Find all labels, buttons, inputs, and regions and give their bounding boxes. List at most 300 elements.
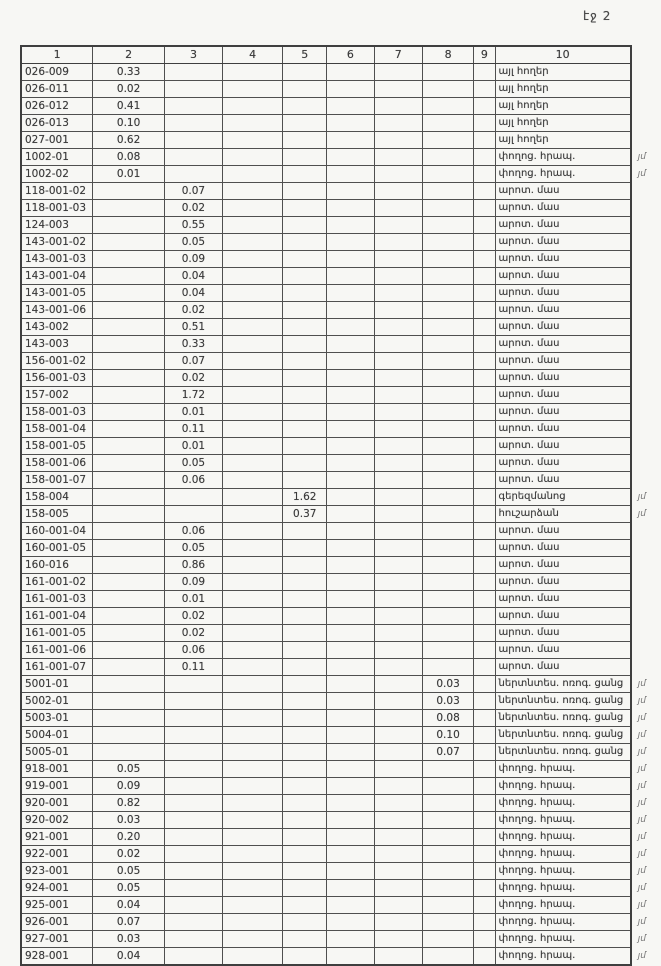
cell-col-9: [474, 438, 495, 455]
cell-col-8: [422, 64, 473, 81]
margin-empty: [631, 132, 660, 149]
cell-col-8: [422, 234, 473, 251]
cell-col-3: [165, 506, 223, 523]
cell-col-6: [327, 591, 374, 608]
cell-col-10: ներտնտես. ոռոգ. ցանց: [495, 710, 631, 727]
cell-col-9: [474, 217, 495, 234]
cell-col-6: [327, 948, 374, 966]
cell-col-3: [165, 132, 223, 149]
cell-col-10: այլ հողեր: [495, 64, 631, 81]
cell-col-10: փողոց. հրապ.: [495, 863, 631, 880]
cell-col-3: [165, 948, 223, 966]
cell-col-2: [93, 676, 165, 693]
cell-col-8: [422, 132, 473, 149]
table-row: [21, 132, 660, 149]
cell-col-10: փողոց. հրապ.: [495, 795, 631, 812]
cell-col-1: 156-001-02: [21, 353, 93, 370]
handwritten-margin-mark: յմ: [637, 934, 646, 944]
cell-col-1: 161-001-06: [21, 642, 93, 659]
cell-col-6: [327, 387, 374, 404]
cell-col-6: [327, 132, 374, 149]
cell-col-7: [374, 931, 422, 948]
cell-col-7: [374, 557, 422, 574]
cell-col-4: [222, 931, 282, 948]
cell-col-2: [93, 625, 165, 642]
cell-col-5: 0.37: [283, 506, 327, 523]
cell-col-4: [222, 438, 282, 455]
cell-col-8: [422, 523, 473, 540]
table-row: [21, 251, 660, 268]
cell-col-5: [283, 472, 327, 489]
cell-col-5: [283, 353, 327, 370]
cell-col-3: [165, 166, 223, 183]
cell-col-8: [422, 472, 473, 489]
cell-col-5: [283, 914, 327, 931]
cell-col-2: [93, 523, 165, 540]
cell-col-3: 0.02: [165, 608, 223, 625]
cell-col-1: 5004-01: [21, 727, 93, 744]
column-header-10: 10: [495, 46, 631, 64]
margin-empty: [631, 421, 660, 438]
cell-col-7: [374, 676, 422, 693]
cell-col-9: [474, 370, 495, 387]
cell-col-9: [474, 183, 495, 200]
cell-col-4: [222, 676, 282, 693]
cell-col-5: [283, 421, 327, 438]
cell-col-8: 0.08: [422, 710, 473, 727]
cell-col-1: 927-001: [21, 931, 93, 948]
cell-col-10: արոտ. մաս: [495, 234, 631, 251]
cell-col-4: [222, 319, 282, 336]
cell-col-9: [474, 251, 495, 268]
table-row: [21, 693, 660, 710]
cell-col-10: ներտնտես. ոռոգ. ցանց: [495, 744, 631, 761]
cell-col-7: [374, 540, 422, 557]
table-row: [21, 795, 660, 812]
margin-empty: [631, 234, 660, 251]
cell-col-3: [165, 761, 223, 778]
cell-col-4: [222, 387, 282, 404]
cell-col-2: [93, 319, 165, 336]
cell-col-2: 0.07: [93, 914, 165, 931]
cell-col-9: [474, 81, 495, 98]
page-number-label: էջ 2: [583, 9, 612, 23]
cell-col-8: [422, 506, 473, 523]
cell-col-8: [422, 897, 473, 914]
cell-col-9: [474, 880, 495, 897]
cell-col-8: [422, 438, 473, 455]
cell-col-7: [374, 438, 422, 455]
margin-empty: [631, 353, 660, 370]
column-header-5: 5: [283, 46, 327, 64]
cell-col-10: արոտ. մաս: [495, 302, 631, 319]
table-row: [21, 948, 660, 966]
cell-col-8: [422, 404, 473, 421]
cell-col-5: [283, 625, 327, 642]
table-row: [21, 455, 660, 472]
cell-col-2: 0.10: [93, 115, 165, 132]
margin-empty: [631, 625, 660, 642]
cell-col-5: [283, 115, 327, 132]
cell-col-10: արոտ. մաս: [495, 387, 631, 404]
cell-col-10: փողոց. հրապ.: [495, 812, 631, 829]
cell-col-10: հուշարձան: [495, 506, 631, 523]
table-row: [21, 931, 660, 948]
margin-empty: [631, 200, 660, 217]
cell-col-10: ներտնտես. ոռոգ. ցանց: [495, 693, 631, 710]
cell-col-4: [222, 285, 282, 302]
cell-col-1: 157-002: [21, 387, 93, 404]
cell-col-4: [222, 251, 282, 268]
cell-col-10: արոտ. մաս: [495, 591, 631, 608]
cell-col-6: [327, 914, 374, 931]
table-row: [21, 370, 660, 387]
cell-col-4: [222, 540, 282, 557]
cell-col-9: [474, 727, 495, 744]
table-row: [21, 336, 660, 353]
cell-col-9: [474, 336, 495, 353]
cell-col-2: [93, 608, 165, 625]
table-row: [21, 659, 660, 676]
cell-col-2: [93, 693, 165, 710]
cell-col-5: [283, 64, 327, 81]
cell-col-9: [474, 914, 495, 931]
cell-col-8: [422, 319, 473, 336]
cell-col-5: [283, 897, 327, 914]
cell-col-7: [374, 778, 422, 795]
margin-empty: [631, 370, 660, 387]
cell-col-1: 5001-01: [21, 676, 93, 693]
cell-col-5: [283, 404, 327, 421]
margin-empty: [631, 183, 660, 200]
cell-col-3: 0.11: [165, 421, 223, 438]
cell-col-7: [374, 200, 422, 217]
cell-col-2: [93, 710, 165, 727]
cell-col-4: [222, 404, 282, 421]
cell-col-10: ներտնտես. ոռոգ. ցանց: [495, 676, 631, 693]
cell-col-8: [422, 795, 473, 812]
cell-col-3: 0.06: [165, 642, 223, 659]
cell-col-2: 0.09: [93, 778, 165, 795]
cell-col-2: [93, 200, 165, 217]
cell-col-2: 0.03: [93, 931, 165, 948]
cell-col-9: [474, 931, 495, 948]
cell-col-5: [283, 710, 327, 727]
cell-col-6: [327, 183, 374, 200]
cell-col-4: [222, 149, 282, 166]
cell-col-1: 124-003: [21, 217, 93, 234]
cell-col-10: փողոց. հրապ.: [495, 948, 631, 966]
cell-col-8: [422, 608, 473, 625]
cell-col-6: [327, 200, 374, 217]
cell-col-9: [474, 812, 495, 829]
cell-col-8: [422, 268, 473, 285]
cell-col-6: [327, 693, 374, 710]
cell-col-1: 161-001-07: [21, 659, 93, 676]
cell-col-10: արոտ. մաս: [495, 336, 631, 353]
cell-col-8: [422, 642, 473, 659]
cell-col-6: [327, 642, 374, 659]
cell-col-10: արոտ. մաս: [495, 251, 631, 268]
table-header: [21, 46, 660, 64]
cell-col-4: [222, 200, 282, 217]
table-row: [21, 880, 660, 897]
table-row: [21, 404, 660, 421]
cell-col-9: [474, 710, 495, 727]
cell-col-1: 143-001-03: [21, 251, 93, 268]
cell-col-8: [422, 336, 473, 353]
cell-col-9: [474, 472, 495, 489]
cell-col-6: [327, 744, 374, 761]
cell-col-7: [374, 880, 422, 897]
cell-col-4: [222, 795, 282, 812]
cell-col-1: 925-001: [21, 897, 93, 914]
cell-col-7: [374, 81, 422, 98]
cell-col-5: [283, 574, 327, 591]
cell-col-6: [327, 302, 374, 319]
margin-empty: [631, 608, 660, 625]
cell-col-5: [283, 319, 327, 336]
cell-col-3: [165, 880, 223, 897]
cell-col-3: 0.05: [165, 540, 223, 557]
cell-col-3: [165, 693, 223, 710]
column-header-3: 3: [165, 46, 223, 64]
cell-col-1: 161-001-03: [21, 591, 93, 608]
cell-col-5: [283, 336, 327, 353]
cell-col-5: [283, 778, 327, 795]
cell-col-1: 923-001: [21, 863, 93, 880]
handwritten-margin-mark: յմ: [637, 169, 646, 179]
margin-empty: [631, 115, 660, 132]
cell-col-1: 161-001-04: [21, 608, 93, 625]
cell-col-2: [93, 659, 165, 676]
cell-col-4: [222, 268, 282, 285]
cell-col-2: [93, 744, 165, 761]
cell-col-5: [283, 795, 327, 812]
cell-col-2: [93, 455, 165, 472]
cell-col-4: [222, 234, 282, 251]
cell-col-10: ներտնտես. ոռոգ. ցանց: [495, 727, 631, 744]
cell-col-3: [165, 489, 223, 506]
cell-col-4: [222, 761, 282, 778]
cell-col-4: [222, 523, 282, 540]
cell-col-4: [222, 829, 282, 846]
cell-col-10: այլ հողեր: [495, 132, 631, 149]
cell-col-1: 026-011: [21, 81, 93, 98]
cell-col-1: 160-016: [21, 557, 93, 574]
cell-col-9: [474, 778, 495, 795]
cell-col-5: [283, 438, 327, 455]
cell-col-7: [374, 744, 422, 761]
cell-col-2: 0.62: [93, 132, 165, 149]
cell-col-7: [374, 846, 422, 863]
handwritten-margin-mark: յմ: [637, 900, 646, 910]
cell-col-1: 5005-01: [21, 744, 93, 761]
handwritten-margin-mark: յմ: [637, 730, 646, 740]
cell-col-6: [327, 489, 374, 506]
cell-col-1: 920-002: [21, 812, 93, 829]
table-row: [21, 642, 660, 659]
cell-col-6: [327, 523, 374, 540]
cell-col-2: [93, 727, 165, 744]
margin-empty: [631, 387, 660, 404]
cell-col-10: արոտ. մաս: [495, 472, 631, 489]
cell-col-3: [165, 914, 223, 931]
cell-col-10: արոտ. մաս: [495, 625, 631, 642]
cell-col-6: [327, 115, 374, 132]
cell-col-2: [93, 642, 165, 659]
cell-col-6: [327, 931, 374, 948]
margin-empty: [631, 319, 660, 336]
cell-col-2: [93, 540, 165, 557]
table-row: [21, 540, 660, 557]
cell-col-3: [165, 115, 223, 132]
cell-col-5: [283, 557, 327, 574]
cell-col-1: 921-001: [21, 829, 93, 846]
cell-col-9: [474, 149, 495, 166]
handwritten-margin-mark: յմ: [637, 866, 646, 876]
cell-col-7: [374, 727, 422, 744]
handwritten-margin-mark: յմ: [637, 764, 646, 774]
handwritten-margin-mark: յմ: [637, 696, 646, 706]
cell-col-7: [374, 574, 422, 591]
margin-empty: [631, 455, 660, 472]
cell-col-1: 143-002: [21, 319, 93, 336]
cell-col-3: [165, 744, 223, 761]
cell-col-6: [327, 370, 374, 387]
cell-col-5: 1.62: [283, 489, 327, 506]
cell-col-2: 0.03: [93, 812, 165, 829]
cell-col-5: [283, 217, 327, 234]
table-body: [21, 64, 660, 966]
cell-col-10: արոտ. մաս: [495, 557, 631, 574]
cell-col-5: [283, 200, 327, 217]
cell-col-6: [327, 353, 374, 370]
cell-col-10: փողոց. հրապ.: [495, 761, 631, 778]
cell-col-5: [283, 455, 327, 472]
handwritten-margin-mark: յմ: [637, 815, 646, 825]
cell-col-3: 0.06: [165, 472, 223, 489]
cell-col-7: [374, 659, 422, 676]
cell-col-7: [374, 863, 422, 880]
cell-col-8: [422, 863, 473, 880]
table-row: [21, 438, 660, 455]
cell-col-6: [327, 234, 374, 251]
cell-col-2: [93, 438, 165, 455]
cell-col-1: 920-001: [21, 795, 93, 812]
column-header-1: 1: [21, 46, 93, 64]
cell-col-10: այլ հողեր: [495, 98, 631, 115]
cell-col-4: [222, 914, 282, 931]
cell-col-2: [93, 251, 165, 268]
cell-col-7: [374, 268, 422, 285]
cell-col-1: 143-001-05: [21, 285, 93, 302]
cell-col-7: [374, 761, 422, 778]
cell-col-1: 143-003: [21, 336, 93, 353]
cell-col-8: [422, 948, 473, 966]
cell-col-7: [374, 149, 422, 166]
margin-empty: [631, 438, 660, 455]
cell-col-4: [222, 557, 282, 574]
cell-col-8: [422, 251, 473, 268]
table-row: [21, 217, 660, 234]
cell-col-2: [93, 506, 165, 523]
cell-col-4: [222, 625, 282, 642]
cell-col-5: [283, 727, 327, 744]
cell-col-8: [422, 659, 473, 676]
cell-col-4: [222, 166, 282, 183]
cell-col-5: [283, 523, 327, 540]
cell-col-8: 0.10: [422, 727, 473, 744]
cell-col-2: 0.05: [93, 880, 165, 897]
cell-col-3: [165, 931, 223, 948]
cell-col-6: [327, 795, 374, 812]
handwritten-margin-mark: յմ: [637, 849, 646, 859]
cell-col-10: արոտ. մաս: [495, 438, 631, 455]
cell-col-10: փողոց. հրապ.: [495, 897, 631, 914]
cell-col-1: 918-001: [21, 761, 93, 778]
cell-col-8: [422, 778, 473, 795]
cell-col-9: [474, 744, 495, 761]
cell-col-4: [222, 608, 282, 625]
cell-col-3: 0.04: [165, 285, 223, 302]
cell-col-3: [165, 710, 223, 727]
cell-col-1: 160-001-05: [21, 540, 93, 557]
cell-col-8: [422, 353, 473, 370]
cell-col-7: [374, 421, 422, 438]
cell-col-4: [222, 897, 282, 914]
cell-col-10: արոտ. մաս: [495, 421, 631, 438]
cell-col-4: [222, 336, 282, 353]
cell-col-1: 027-001: [21, 132, 93, 149]
table-row: [21, 608, 660, 625]
cell-col-3: 0.02: [165, 370, 223, 387]
cell-col-2: 0.02: [93, 846, 165, 863]
cell-col-1: 156-001-03: [21, 370, 93, 387]
cell-col-1: 926-001: [21, 914, 93, 931]
margin-empty: [631, 574, 660, 591]
cell-col-7: [374, 795, 422, 812]
cell-col-5: [283, 540, 327, 557]
cell-col-10: արոտ. մաս: [495, 370, 631, 387]
handwritten-margin-mark: յմ: [637, 883, 646, 893]
handwritten-margin-mark: յմ: [637, 781, 646, 791]
cell-col-5: [283, 948, 327, 966]
column-header-6: 6: [327, 46, 374, 64]
cell-col-6: [327, 880, 374, 897]
cell-col-8: [422, 880, 473, 897]
cell-col-4: [222, 489, 282, 506]
cell-col-2: [93, 353, 165, 370]
cell-col-4: [222, 183, 282, 200]
cell-col-3: 0.07: [165, 353, 223, 370]
cell-col-8: 0.07: [422, 744, 473, 761]
handwritten-margin-mark: յմ: [637, 509, 646, 519]
cell-col-9: [474, 948, 495, 966]
cell-col-10: արոտ. մաս: [495, 319, 631, 336]
cell-col-6: [327, 404, 374, 421]
cell-col-4: [222, 64, 282, 81]
cell-col-9: [474, 234, 495, 251]
cell-col-10: արոտ. մաս: [495, 200, 631, 217]
cell-col-9: [474, 557, 495, 574]
cell-col-4: [222, 302, 282, 319]
margin-empty: [631, 217, 660, 234]
cell-col-6: [327, 149, 374, 166]
cell-col-9: [474, 268, 495, 285]
margin-empty: [631, 251, 660, 268]
table-row: [21, 387, 660, 404]
